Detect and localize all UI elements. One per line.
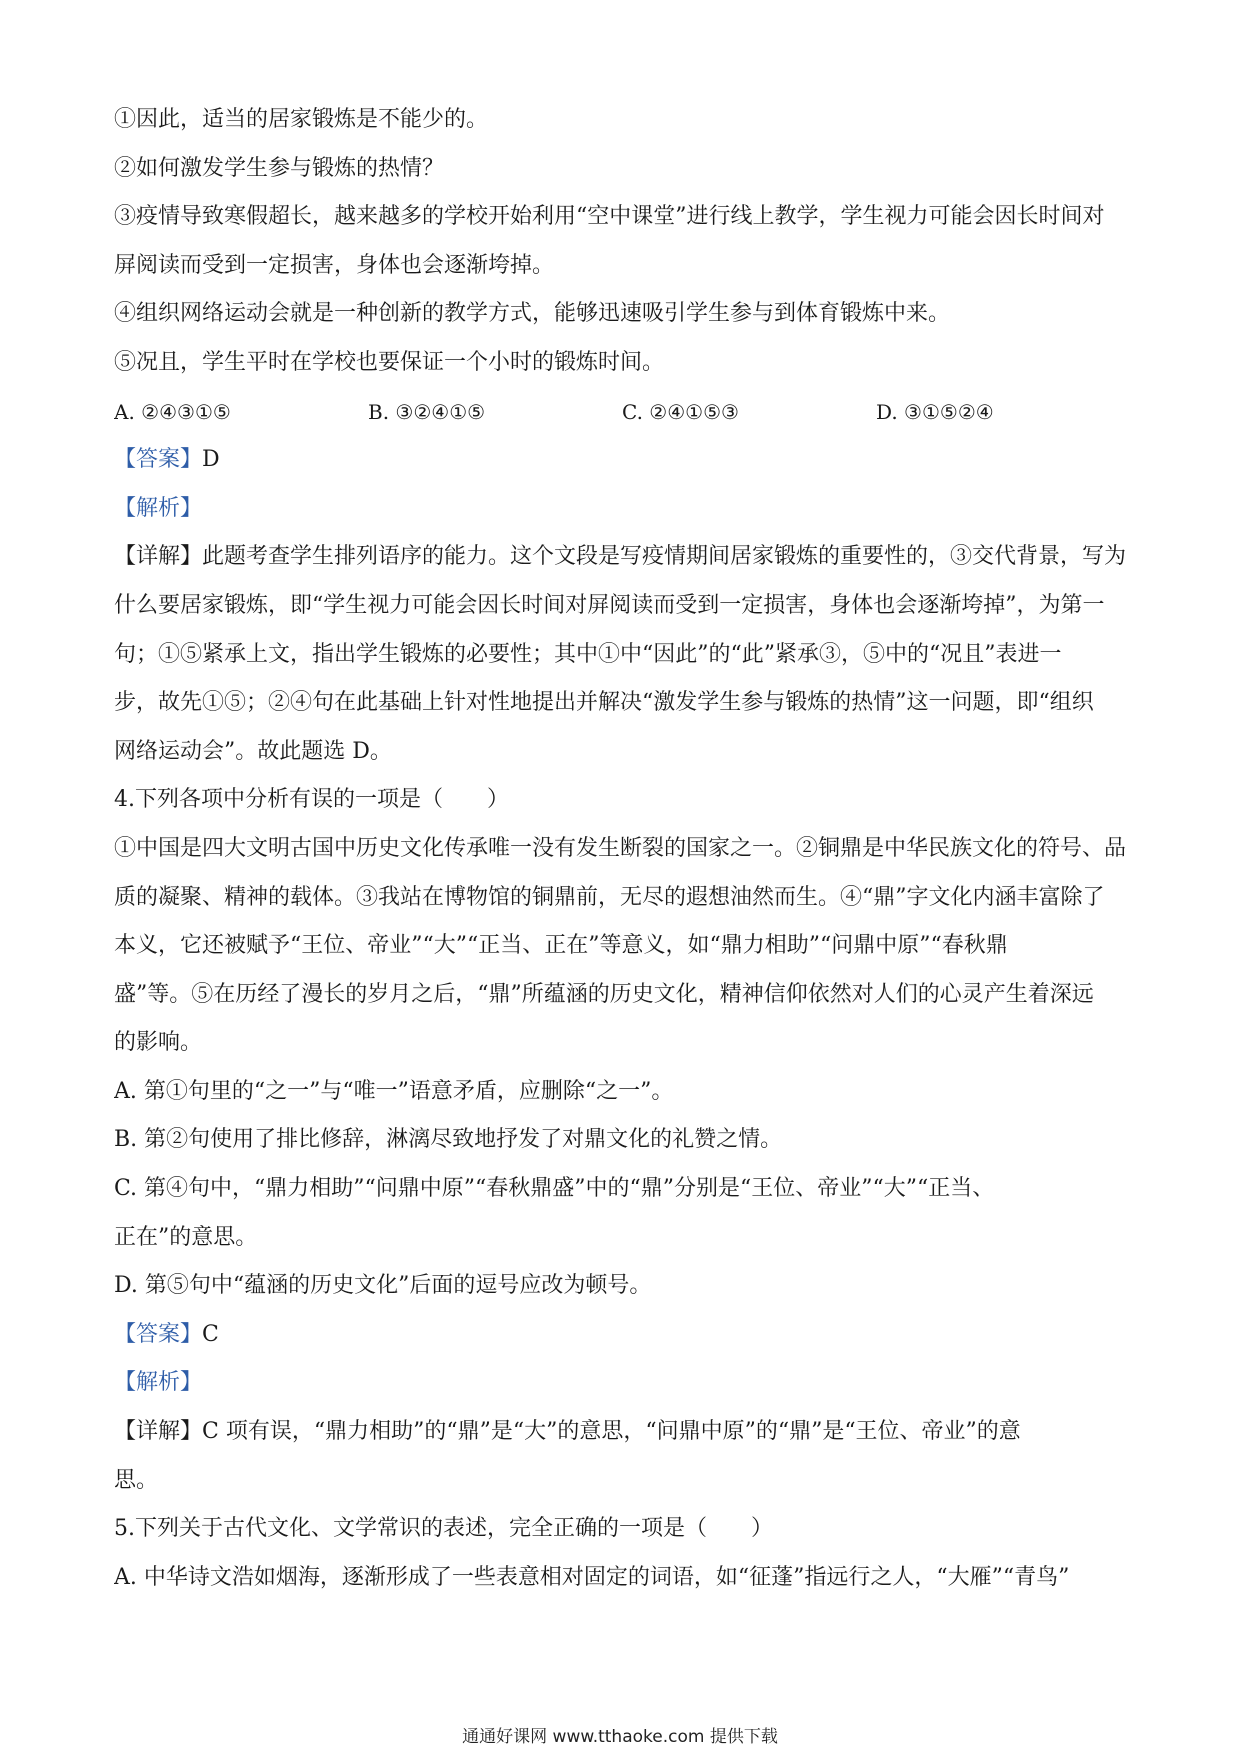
sentence-2: ②如何激发学生参与锻炼的热情？ — [114, 155, 445, 181]
q4-option-a: A. 第①句里的“之一”与“唯一”语意矛盾，应删除“之一”。 — [114, 1078, 674, 1104]
q4-passage-line-1: ①中国是四大文明古国中历史文化传承唯一没有发生断裂的国家之一。②铜鼎是中华民族文化的符号、品 — [114, 835, 1127, 861]
q3-option-a: A. ②④③①⑤ — [114, 399, 231, 424]
q4-answer — [114, 1311, 1134, 1360]
sentence-5: ⑤况且，学生平时在学校也要保证一个小时的锻炼时间。 — [114, 349, 665, 375]
q4-detail-line-2: 思。 — [114, 1467, 159, 1493]
page-footer: 通通好课网 www.tthaoke.com 提供下载 — [462, 1727, 778, 1747]
answer-value: D — [202, 447, 220, 473]
detail-tag: 【详解】 — [114, 1419, 203, 1445]
q3-detail-line-3: 句；①⑤紧承上文，指出学生锻炼的必要性；其中①中“因此”的“此”紧承③，⑤中的“况且”表进一 — [114, 641, 1062, 667]
detail-text: 此题考查学生排列语序的能力。这个文段是写疫情期间居家锻炼的重要性的，③交代背景，写为 — [202, 544, 1127, 570]
q4-option-d: D. 第⑤句中“蕴涵的历史文化”后面的逗号应改为顿号。 — [114, 1273, 652, 1299]
document-body — [114, 96, 1134, 1602]
q4-passage-line-4: 盛”等。⑤在历经了漫长的岁月之后，“鼎”所蕴涵的历史文化，精神信仰依然对人们的心灵产生着深远 — [114, 981, 1094, 1007]
q4-passage-line-3: 本义，它还被赋予“王位、帝业”“大”“正当、正在”等意义，如“鼎力相助”“问鼎中原”“春秋鼎 — [114, 933, 1008, 959]
answer-tag: 【答案】 — [114, 1321, 203, 1347]
sentence-4: ④组织网络运动会就是一种创新的教学方式，能够迅速吸引学生参与到体育锻炼中来。 — [114, 301, 951, 327]
sentence-1: ①因此，适当的居家锻炼是不能少的。 — [114, 107, 489, 132]
q4-passage-line-5: 的影响。 — [114, 1030, 203, 1056]
q3-detail-line-1 — [114, 533, 1134, 582]
analysis-tag: 【解析】 — [114, 495, 203, 521]
q4-option-b: B. 第②句使用了排比修辞，淋漓尽致地抒发了对鼎文化的礼赞之情。 — [114, 1127, 783, 1153]
answer-tag: 【答案】 — [114, 447, 203, 473]
q4-option-c-line-1: C. 第④句中，“鼎力相助”“问鼎中原”“春秋鼎盛”中的“鼎”分别是“王位、帝业”“大”“正当、 — [114, 1176, 995, 1202]
sentence-3-line-2: 屏阅读而受到一定损害，身体也会逐渐垮掉。 — [114, 252, 555, 278]
q3-detail-line-5: 网络运动会”。故此题选 D。 — [114, 738, 392, 764]
q4-stem: 4.下列各项中分析有误的一项是（ ） — [114, 787, 509, 813]
q5-option-a-line-1: A. 中华诗文浩如烟海，逐渐形成了一些表意相对固定的词语，如“征蓬”指远行之人，“大雁”“青鸟” — [114, 1564, 1070, 1590]
q3-options — [114, 388, 1134, 437]
analysis-tag: 【解析】 — [114, 1370, 203, 1396]
detail-text: C 项有误，“鼎力相助”的“鼎”是“大”的意思，“问鼎中原”的“鼎”是“王位、帝业”的意 — [202, 1419, 1021, 1445]
answer-value: C — [202, 1321, 219, 1347]
q3-detail-line-4: 步，故先①⑤；②④句在此基础上针对性地提出并解决“激发学生参与锻炼的热情”这一问题，即“组织 — [114, 690, 1094, 716]
q5-stem: 5.下列关于古代文化、文学常识的表述，完全正确的一项是（ ） — [114, 1516, 773, 1542]
q3-option-c: C. ②④①⑤③ — [622, 399, 739, 424]
q3-option-b: B. ③②④①⑤ — [368, 399, 486, 424]
q4-detail-line-1 — [114, 1408, 1134, 1457]
sentence-3-line-1: ③疫情导致寒假超长，越来越多的学校开始利用“空中课堂”进行线上教学，学生视力可能会因长时间对 — [114, 204, 1105, 230]
q3-answer — [114, 436, 1134, 485]
q4-option-c-line-2: 正在”的意思。 — [114, 1224, 258, 1250]
q4-analysis — [114, 1359, 1134, 1408]
detail-tag: 【详解】 — [114, 544, 203, 570]
q3-detail-line-2: 什么要居家锻炼，即“学生视力可能会因长时间对屏阅读而受到一定损害，身体也会逐渐垮掉”，为第一 — [114, 592, 1105, 618]
q3-option-d: D. ③①⑤②④ — [876, 399, 994, 424]
q3-analysis — [114, 485, 1134, 534]
q4-passage-line-2: 质的凝聚、精神的载体。③我站在博物馆的铜鼎前，无尽的遐想油然而生。④“鼎”字文化内涵丰富除了 — [114, 884, 1105, 910]
